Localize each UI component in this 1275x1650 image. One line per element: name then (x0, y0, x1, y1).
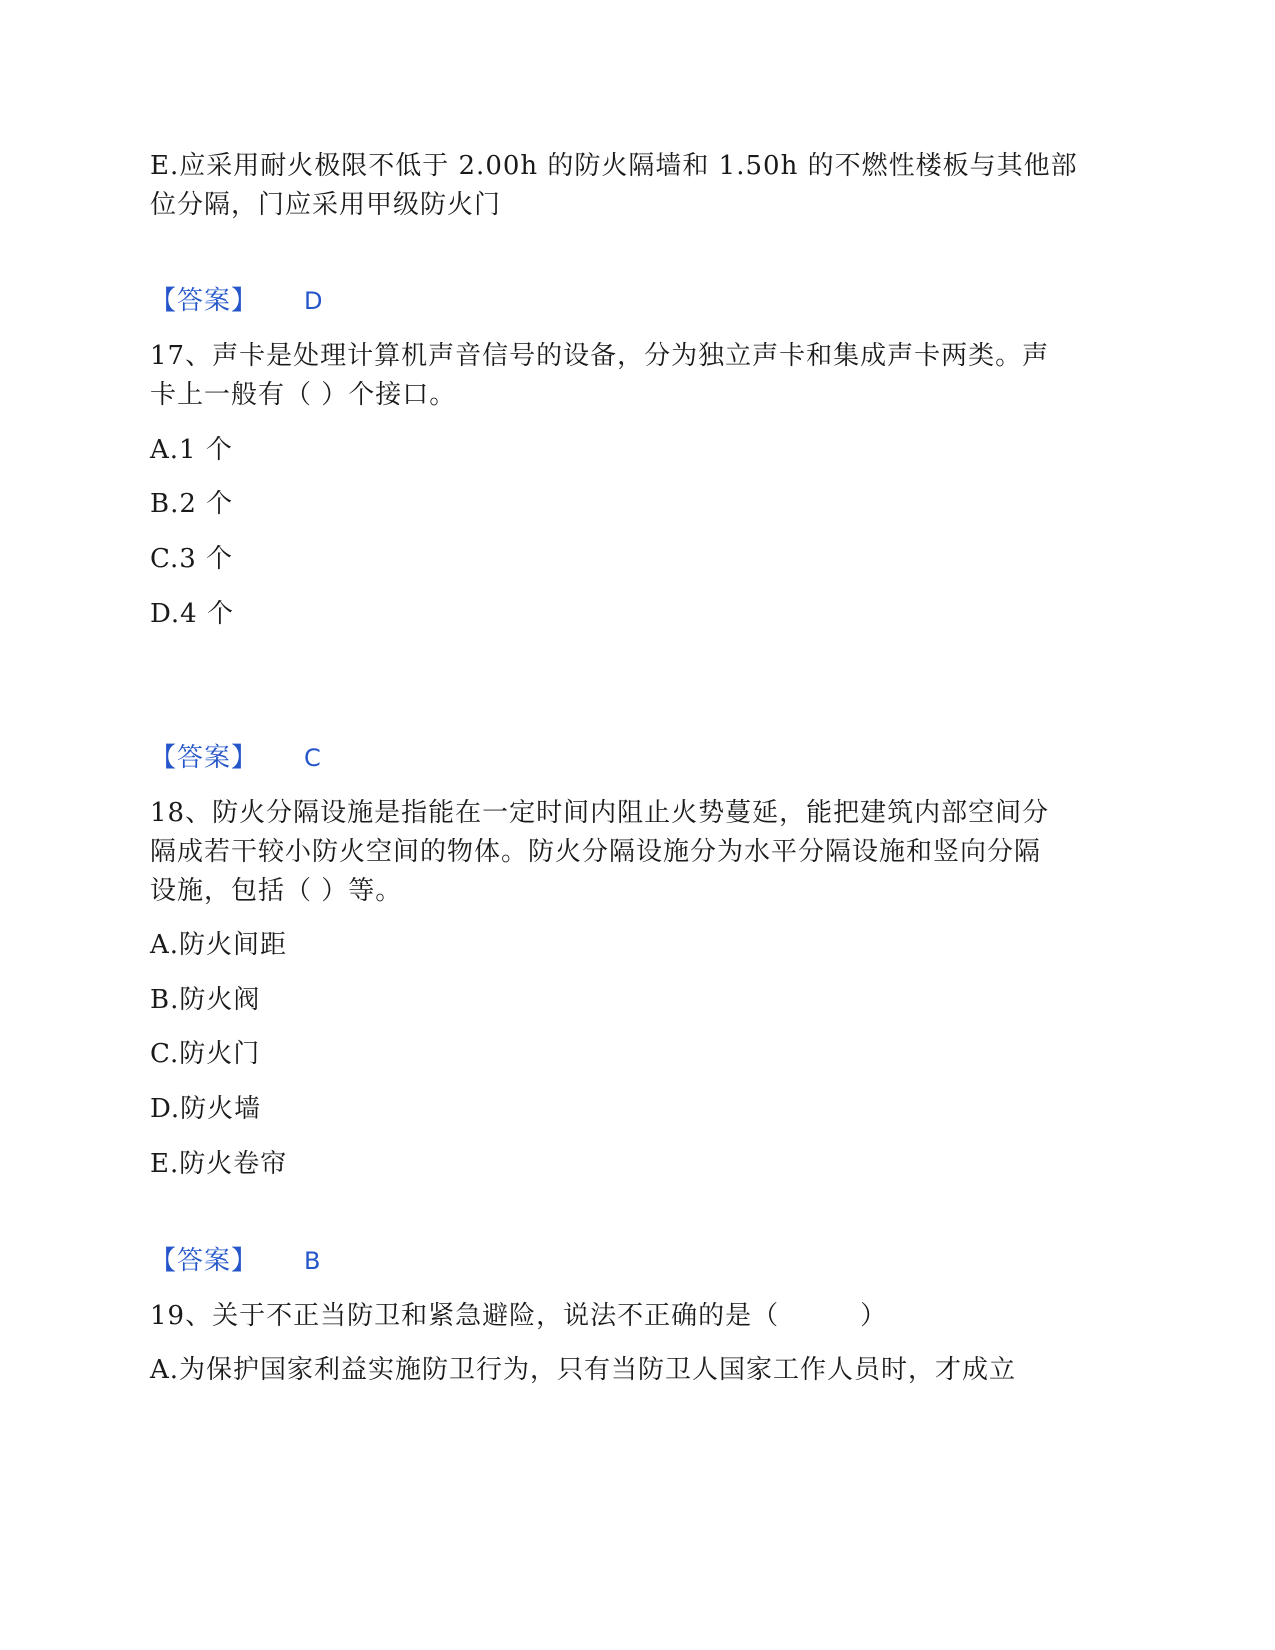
answer-value: C (304, 744, 321, 772)
q16-option-e-line1: E.应采用耐火极限不低于 2.00h 的防火隔墙和 1.50h 的不燃性楼板与其他部 (150, 151, 1078, 181)
q19-stem-line1: 19、关于不正当防卫和紧急避险，说法不正确的是（ ） (150, 1301, 888, 1331)
q18-option-b: B.防火阀 (150, 985, 261, 1015)
q16-option-e-line2: 位分隔，门应采用甲级防火门 (150, 190, 502, 220)
q17-option-d: D.4 个 (150, 599, 234, 629)
answer-value: B (304, 1247, 321, 1275)
answer-label: 【答案】 (150, 743, 259, 773)
q17-option-b: B.2 个 (150, 489, 234, 519)
q17-stem-line2: 卡上一般有（ ）个接口。 (150, 380, 457, 410)
q17-stem-line1: 17、声卡是处理计算机声音信号的设备，分为独立声卡和集成声卡两类。声 (150, 341, 1050, 371)
answer-value: D (304, 287, 323, 315)
q18-option-c: C.防火门 (150, 1039, 261, 1069)
q18-stem-line3: 设施，包括（ ）等。 (150, 876, 403, 906)
q17-option-a: A.1 个 (150, 435, 233, 465)
q18-option-a: A.防火间距 (150, 930, 288, 960)
q16-answer (150, 281, 323, 321)
answer-label: 【答案】 (150, 286, 259, 316)
q18-option-e: E.防火卷帘 (150, 1149, 288, 1179)
answer-label: 【答案】 (150, 1246, 259, 1276)
q19-option-a-line1: A.为保护国家利益实施防卫行为，只有当防卫人国家工作人员时，才成立 (150, 1355, 1017, 1385)
q17-option-c: C.3 个 (150, 544, 234, 574)
q18-stem-line2: 隔成若干较小防火空间的物体。防火分隔设施分为水平分隔设施和竖向分隔 (150, 837, 1042, 867)
q18-answer (150, 1241, 320, 1281)
q18-stem-line1: 18、防火分隔设施是指能在一定时间内阻止火势蔓延，能把建筑内部空间分 (150, 798, 1050, 828)
q18-option-d: D.防火墙 (150, 1094, 262, 1124)
q17-answer (150, 738, 321, 778)
